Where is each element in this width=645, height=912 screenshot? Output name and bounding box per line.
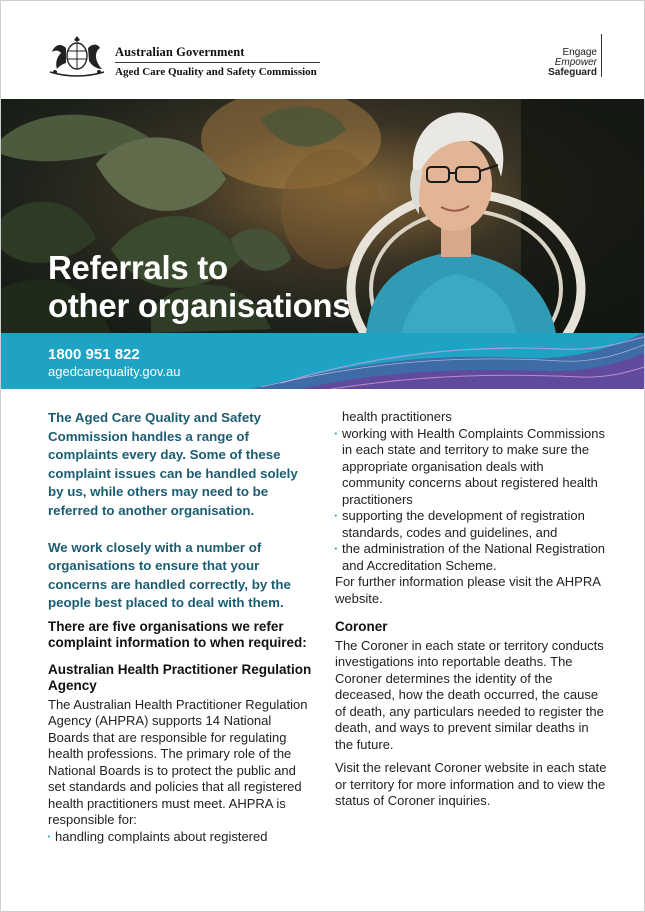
bullet-dot-icon: · xyxy=(334,425,339,441)
coroner-heading: Coroner xyxy=(335,619,388,634)
intro-paragraph-1: The Aged Care Quality and Safety Commission handles a range of complaints every day. Some of these complaint issues can be handled solely by us, while others may need to be referred to another organisation. xyxy=(48,410,298,518)
commission-name: Aged Care Quality and Safety Commission xyxy=(115,66,317,78)
ahpra-bullet-2-text: working with Health Complaints Commissions in each state and territory to make sure the appropriate organisation deals with community concerns about registered health practitioners xyxy=(342,425,605,507)
page-header xyxy=(1,1,644,99)
ahpra-paragraph: The Australian Health Practitioner Regulation Agency (AHPRA) supports 14 National Boards that are responsible for regulating health professions. The primary role of the National Boards is to protect the public and set standards and policies that all registered health practitioners must meet. AHPRA is responsible for: xyxy=(48,696,308,828)
ahpra-bullet-3-text: supporting the development of registration standards, codes and guidelines, and xyxy=(342,508,585,540)
coroner-more-info: Visit the relevant Coroner website in each state or territory for more information and to view the status of Coroner inquiries. xyxy=(335,760,607,808)
page-title-line-1: Referrals to xyxy=(48,249,228,286)
ahpra-bullet-1-text-start: handling complaints about registered xyxy=(55,828,268,844)
ahpra-bullet-2 xyxy=(335,426,607,509)
tagline-safeguard: Safeguard xyxy=(548,67,597,78)
ahpra-heading: Australian Health Practitioner Regulation Agency xyxy=(48,661,312,694)
bullet-dot-icon: · xyxy=(334,541,339,556)
header-divider xyxy=(115,62,320,63)
ahpra-more-info: For further information please visit the AHPRA website. xyxy=(335,574,601,606)
tagline-engage: Engage xyxy=(562,47,597,58)
organisations-lead: There are five organisations we refer complaint information to when required: xyxy=(48,618,307,651)
website-link[interactable]: agedcarequality.gov.au xyxy=(48,364,181,379)
coroner-paragraph: The Coroner in each state or territory conducts investigations into reportable deaths. The Coroner determines the identity of the deceased, how the death occurred, the cause of death, any particulars needed to register the death, and ways to prevent similar deaths in the future. xyxy=(335,637,604,752)
tagline-divider xyxy=(601,34,602,77)
right-column xyxy=(335,409,607,810)
ahpra-bullet-1 xyxy=(48,829,316,846)
paragraph-spacer xyxy=(335,753,607,760)
bullet-dot-icon: · xyxy=(47,828,52,844)
phone-number[interactable]: 1800 951 822 xyxy=(48,346,140,363)
government-name: Australian Government xyxy=(115,45,245,59)
ahpra-bullet-4-text: the administration of the National Registration and Accreditation Scheme. xyxy=(342,541,606,573)
tagline-empower: Empower xyxy=(554,57,597,68)
ahpra-bullet-1-text-end: health practitioners xyxy=(342,409,452,424)
bullet-dot-icon: · xyxy=(334,508,339,523)
coat-of-arms-icon xyxy=(46,34,108,78)
ahpra-bullet-3 xyxy=(335,508,607,541)
page-title xyxy=(48,249,350,325)
left-column xyxy=(48,409,316,845)
ahpra-bullet-4 xyxy=(335,541,607,574)
page-title-line-2: other organisations xyxy=(48,287,351,324)
intro-paragraph-2: We work closely with a number of organisations to ensure that your concerns are handled correctly, by the people best placed to deal with them. xyxy=(48,539,291,611)
